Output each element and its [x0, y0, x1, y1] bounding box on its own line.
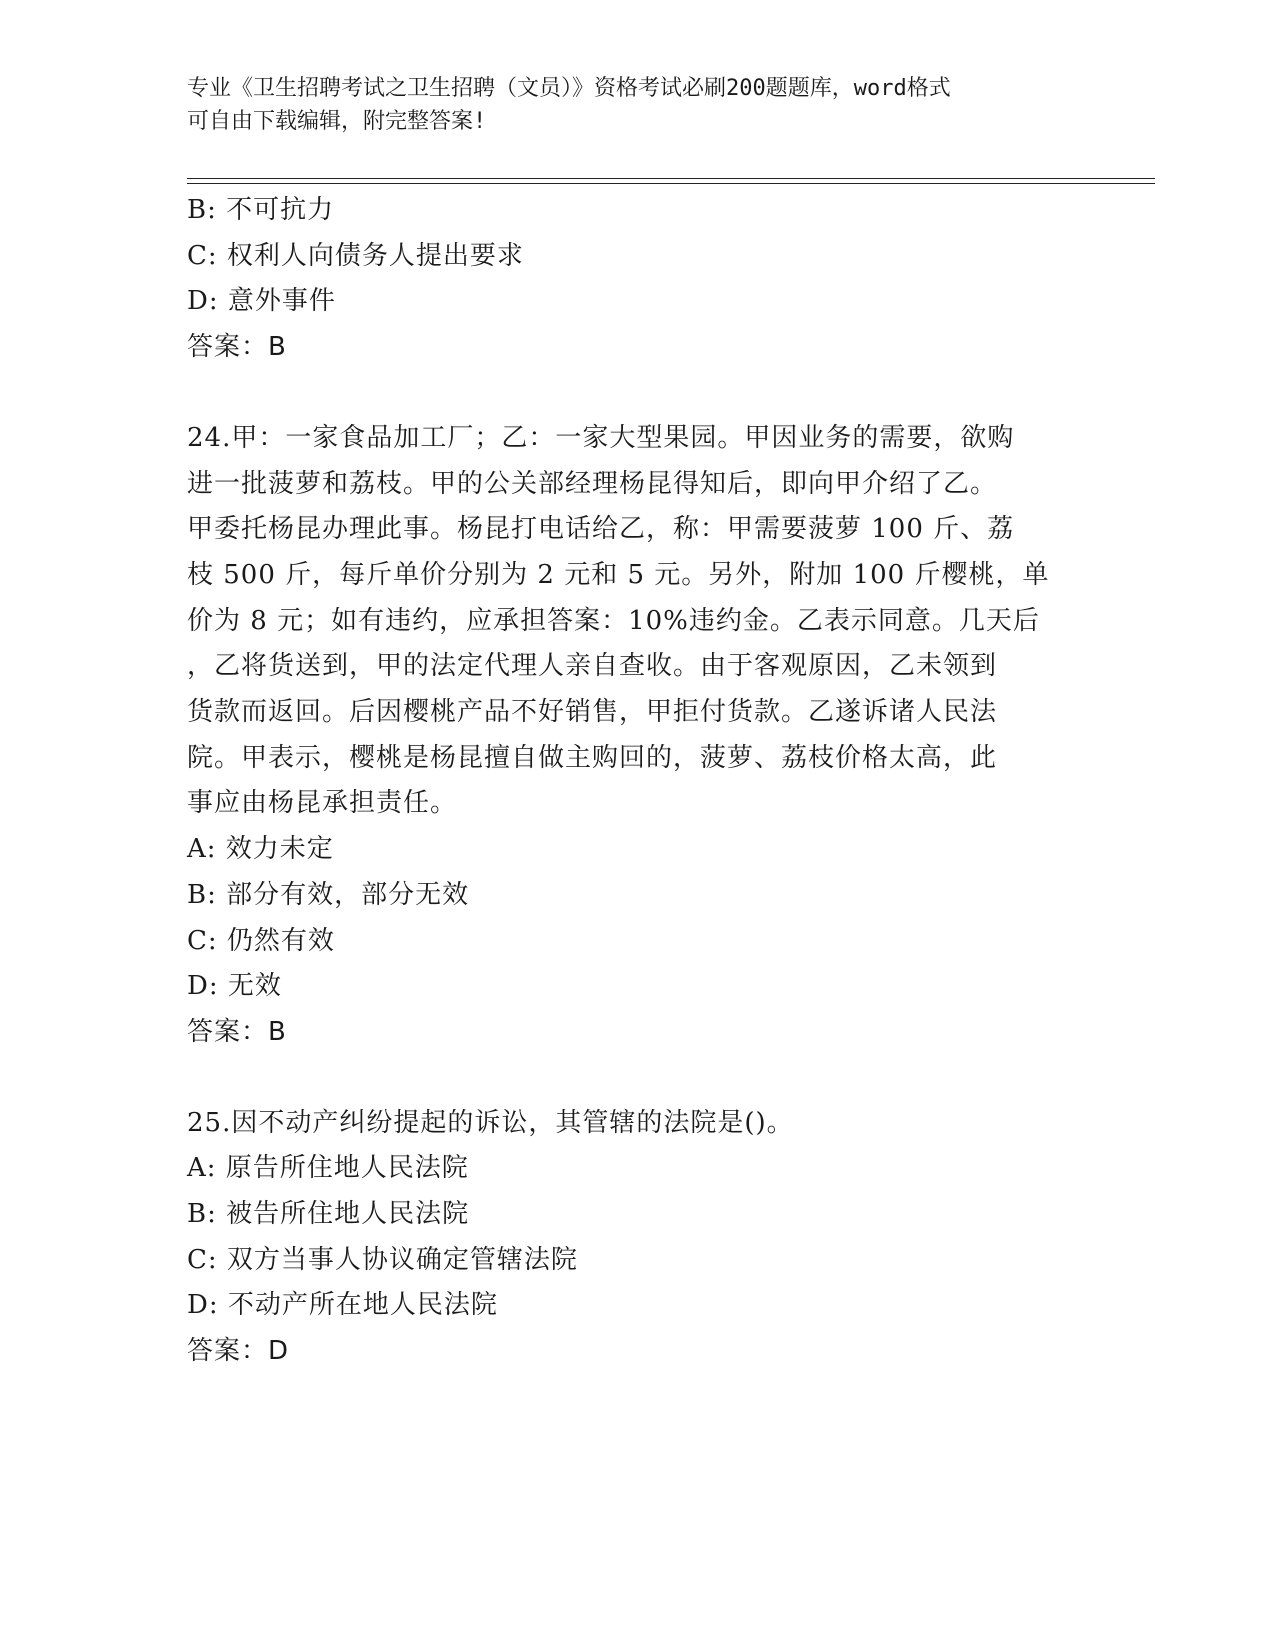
question-stem-line: 院。甲表示，樱桃是杨昆擅自做主购回的，菠萝、荔枝价格太高，此: [187, 742, 998, 773]
header-divider-bottom: [187, 183, 1155, 184]
answer: 答案：B: [187, 332, 287, 363]
spacer: [187, 1056, 1087, 1101]
spacer: [187, 371, 1087, 416]
option-b: B: 被告所住地人民法院: [187, 1199, 470, 1230]
question-stem-line: 货款而返回。后因樱桃产品不好销售，甲拒付货款。乙遂诉诸人民法: [187, 697, 998, 728]
question-25: [187, 1101, 1087, 1375]
answer: 答案：D: [187, 1336, 290, 1367]
question-stem-line: ，乙将货送到，甲的法定代理人亲自查收。由于客观原因，乙未领到: [187, 651, 998, 682]
question-stem-line: 24.甲：一家食品加工厂；乙：一家大型果园。甲因业务的需要，欲购: [187, 422, 1015, 453]
option-d: D: 不动产所在地人民法院: [187, 1290, 498, 1321]
question-stem-line: 进一批菠萝和荔枝。甲的公关部经理杨昆得知后，即向甲介绍了乙。: [187, 468, 998, 499]
answer: 答案：B: [187, 1016, 287, 1047]
document-header: [187, 72, 1087, 138]
question-stem-line: 价为 8 元；如有违约，应承担答案：10%违约金。乙表示同意。几天后: [187, 605, 1040, 636]
header-line-1: 专业《卫生招聘考试之卫生招聘（文员）》资格考试必刷200题题库，word格式: [187, 76, 951, 101]
option-c: C: 仍然有效: [187, 925, 335, 956]
question-stem-line: 事应由杨昆承担责任。: [187, 788, 458, 819]
option-d: D: 意外事件: [187, 286, 336, 317]
option-c: C: 双方当事人协议确定管辖法院: [187, 1244, 578, 1275]
option-a: A: 原告所住地人民法院: [187, 1153, 469, 1184]
header-divider-top: [187, 178, 1155, 179]
question-stem-line: 甲委托杨昆办理此事。杨昆打电话给乙，称：甲需要菠萝 100 斤、荔: [187, 514, 1015, 545]
option-c: C: 权利人向债务人提出要求: [187, 240, 524, 271]
question-stem-line: 枝 500 斤，每斤单价分别为 2 元和 5 元。另外，附加 100 斤樱桃，单: [187, 559, 1050, 590]
option-a: A: 效力未定: [187, 834, 334, 865]
option-b: B: 不可抗力: [187, 195, 335, 225]
header-line-2: 可自由下载编辑，附完整答案!: [187, 109, 487, 134]
option-d: D: 无效: [187, 971, 282, 1002]
question-stem: 25.因不动产纠纷提起的诉讼，其管辖的法院是()。: [187, 1107, 794, 1138]
document-body: [187, 188, 1087, 1375]
option-b: B: 部分有效，部分无效: [187, 879, 470, 910]
question-23-tail: [187, 188, 1087, 371]
question-24: [187, 416, 1087, 1056]
